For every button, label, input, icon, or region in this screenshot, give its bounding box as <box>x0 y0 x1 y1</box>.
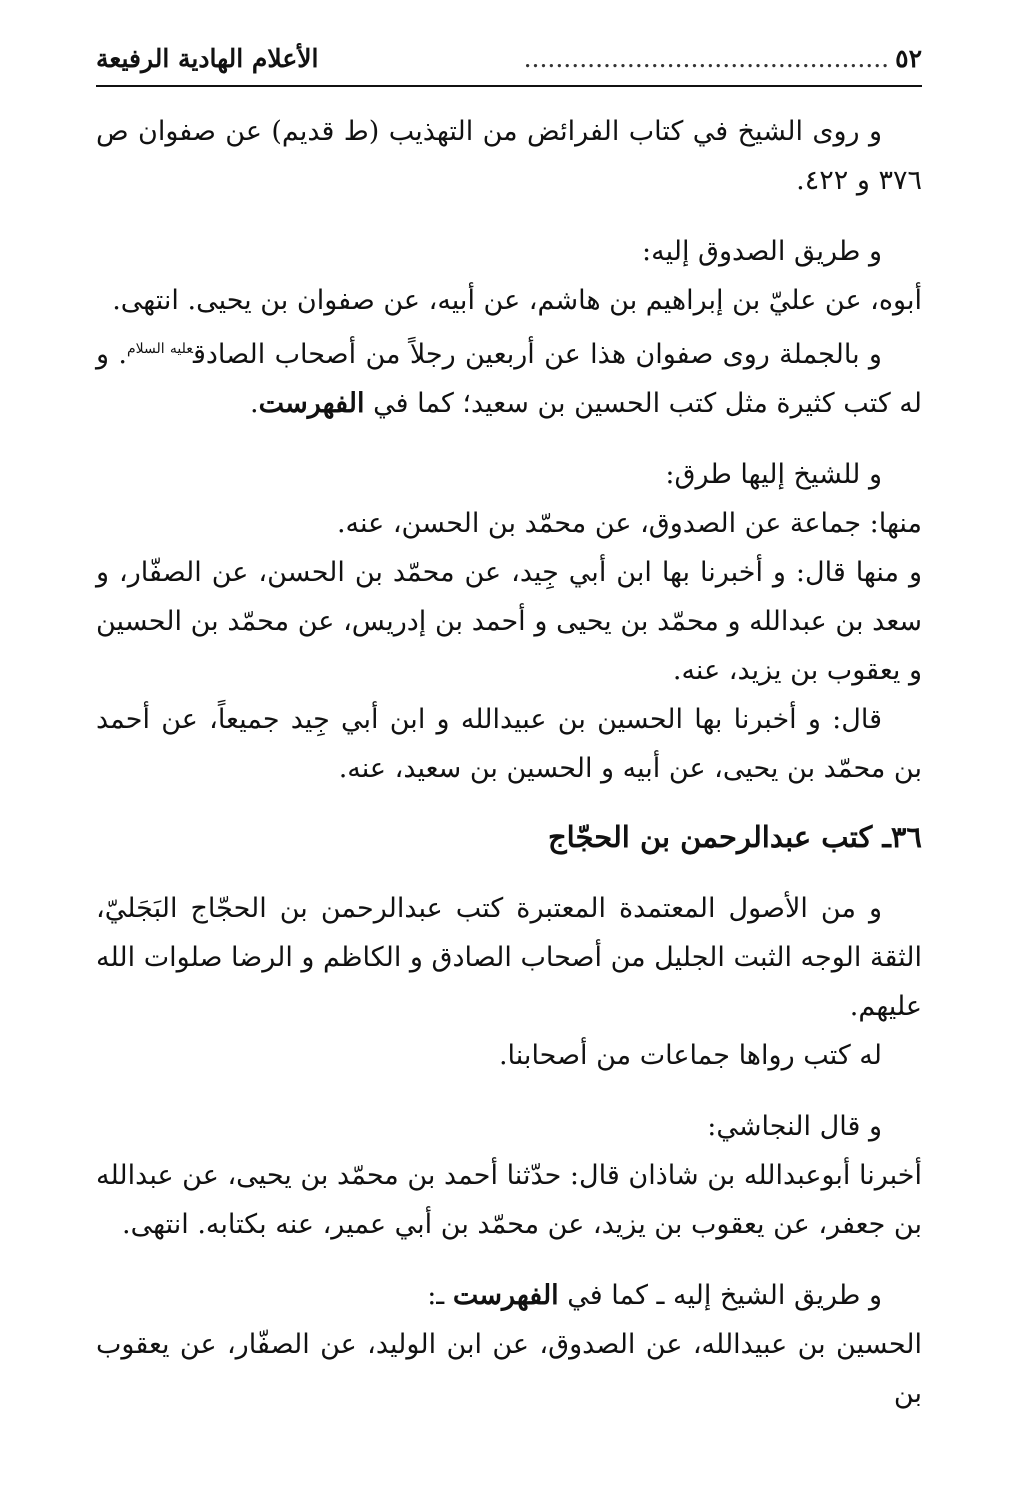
book-title: الأعلام الهادية الرفيعة <box>96 44 319 73</box>
shaykh-path-text-b: ـ: <box>427 1280 445 1311</box>
paragraph-path-two: و منها قال: و أخبرنا بها ابن أبي جِيد، عن محمّد بن الحسن، عن الصفّار، و سعد بن عبدالله و محمّد بن يحيى و أحمد بن إدريس، عن محمّد بن الحسين و يعقوب بن يزيد، عنه. <box>96 557 922 686</box>
fihrist-reference: الفهرست <box>258 388 365 419</box>
paragraph-shaykh-path-fihrist <box>96 1271 922 1320</box>
page-body <box>96 107 922 1418</box>
section-heading: ٣٦ـ كتب عبدالرحمن بن الحجّاج <box>547 820 922 854</box>
summary-text-c: . <box>250 388 259 419</box>
paragraph-path-one: منها: جماعة عن الصدوق، عن محمّد بن الحسن، عنه. <box>336 508 922 539</box>
paragraph-abdulrahman-intro: و من الأصول المعتمدة المعتبرة كتب عبدالرحمن بن الحجّاج البَجَليّ، الثقة الوجه الثبت الجليل من أصحاب الصادق و الكاظم و الرضا صلوات الله عليهم. <box>96 893 922 1022</box>
paragraph-najashi: و قال النجاشي: <box>707 1111 882 1142</box>
paragraph-final-chain: الحسين بن عبيدالله، عن الصدوق، عن ابن الوليد، عن الصفّار، عن يعقوب بن <box>96 1329 922 1409</box>
paragraph-summary <box>96 325 922 428</box>
running-header <box>96 44 922 87</box>
paragraph-his-books: له كتب رواها جماعات من أصحابنا. <box>498 1040 882 1071</box>
paragraph-saduq-path: و طريق الصدوق إليه: <box>642 236 882 267</box>
summary-text-b: . و له كتب كثيرة مثل كتب الحسين بن سعيد؛ كما في <box>96 339 922 419</box>
summary-text-a: و بالجملة روى صفوان هذا عن أربعين رجلاً من أصحاب الصادق <box>192 339 882 370</box>
paragraph-shaykh-paths: و للشيخ إليها طرق: <box>665 459 882 490</box>
salutation-glyph: عليه السلام <box>126 341 193 357</box>
paragraph-najashi-chain: أخبرنا أبوعبدالله بن شاذان قال: حدّثنا أحمد بن محمّد بن يحيى، عن عبدالله بن جعفر، عن يعقوب بن يزيد، عن محمّد بن أبي عمير، عنه بكتابه. انتهى. <box>96 1160 922 1240</box>
paragraph-chain-abuh: أبوه، عن عليّ بن إبراهيم بن هاشم، عن أبيه، عن صفوان بن يحيى. انتهى. <box>112 285 922 316</box>
paragraph-tahdhib: و روى الشيخ في كتاب الفرائض من التهذيب (ط قديم) عن صفوان ص ٣٧٦ و ٤٢٢. <box>96 116 922 196</box>
header-leader-dots: .............................................. <box>523 44 890 73</box>
shaykh-path-text-a: و طريق الشيخ إليه ـ كما في <box>567 1280 882 1311</box>
fihrist-reference-2: الفهرست <box>452 1280 559 1311</box>
paragraph-path-three: قال: و أخبرنا بها الحسين بن عبيدالله و ابن أبي جِيد جميعاً، عن أحمد بن محمّد بن يحيى، عن أبيه و الحسين بن سعيد، عنه. <box>96 704 922 784</box>
page-number: ٥٢ <box>895 44 922 73</box>
